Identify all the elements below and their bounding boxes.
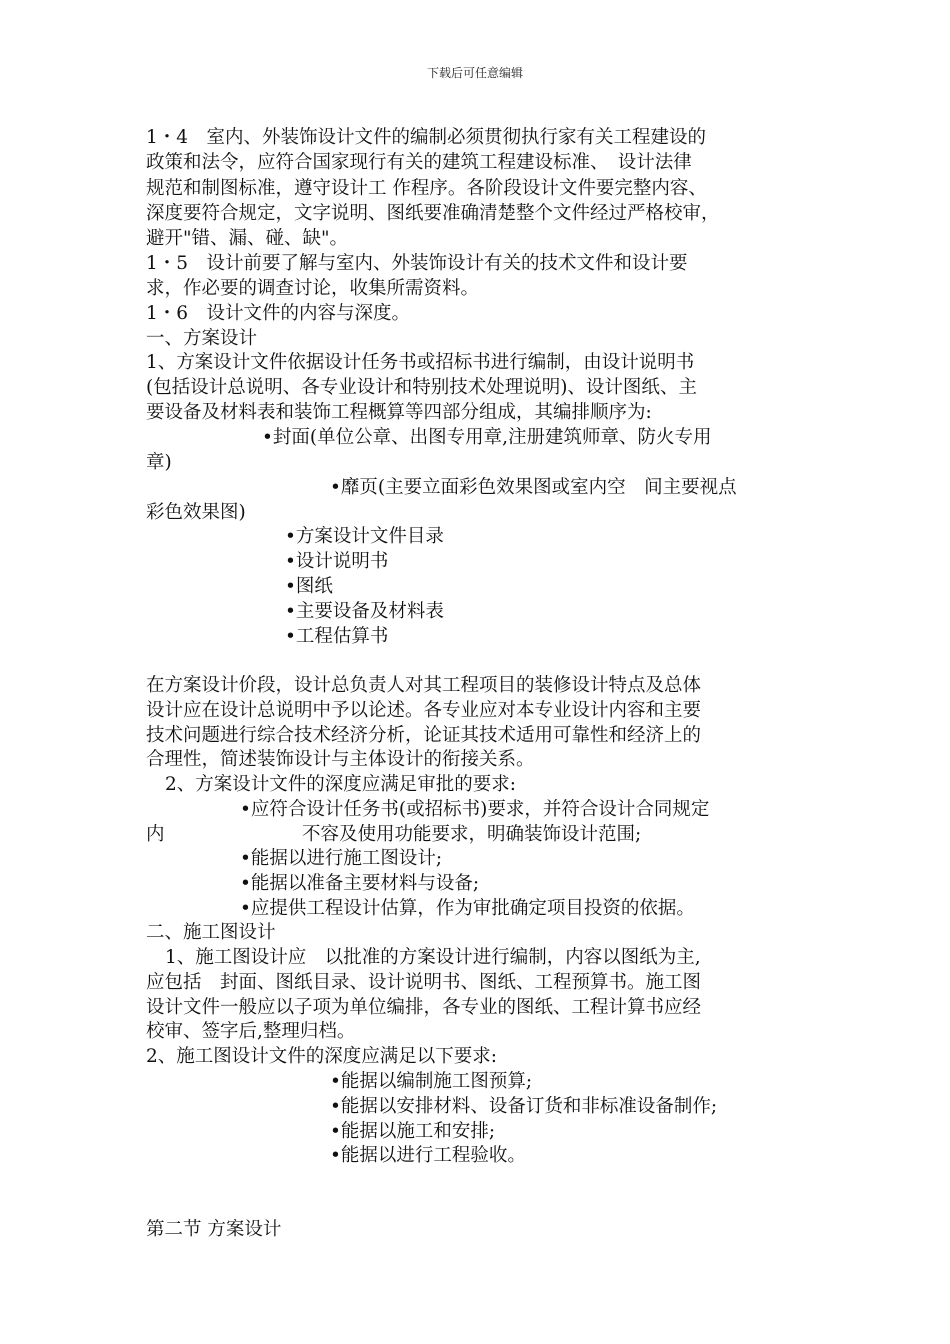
- section-heading-scheme: 第二节 方案设计: [146, 1219, 282, 1240]
- scheme-item-2: 2、方案设计文件的深度应满足审批的要求:: [165, 774, 517, 795]
- para-1-4-line-2: 政策和法令，应符合国家现行有关的建筑工程建设标准、 设计法律: [146, 152, 692, 173]
- bullet-cover: •封面(单位公章、出图专用章,注册建筑师章、防火专用: [262, 427, 712, 448]
- construction-item-1-line-1: 1、施工图设计应 以批准的方案设计进行编制，内容以图纸为主,: [165, 947, 701, 968]
- construction-item-1-line-2: 应包括 封面、图纸目录、设计说明书、图纸、工程预算书。施工图: [146, 972, 702, 993]
- para-1-4-line-5: 避开"错、漏、碰、缺"。: [146, 228, 349, 249]
- bullet-conform-cont-b: 不容及使用功能要求，明确装饰设计范围;: [302, 824, 642, 845]
- scheme-item-1-line-3: 要设备及材料表和装饰工程概算等四部分组成，其编排顺序为:: [146, 402, 652, 423]
- scheme-para-line-1: 在方案设计价段，设计总负责人对其工程项目的装修设计特点及总体: [146, 675, 702, 696]
- construction-item-2: 2、施工图设计文件的深度应满足以下要求:: [146, 1046, 498, 1067]
- bullet-materials: •能据以准备主要材料与设备;: [240, 873, 480, 894]
- scheme-item-1-line-2: (包括设计总说明、各专业设计和特别技术处理说明)、设计图纸、主: [146, 377, 697, 398]
- para-1-4-line-1: 1・4 室内、外装饰设计文件的编制必须贯彻执行家有关工程建设的: [146, 127, 707, 148]
- bullet-estimate: •工程估算书: [285, 626, 389, 647]
- bullet-frontispiece-cont: 彩色效果图): [146, 502, 246, 523]
- scheme-para-line-2: 设计应在设计总说明中予以论述。各专业应对本专业设计内容和主要: [146, 700, 702, 721]
- construction-item-1-line-3: 设计文件一般应以子项为单位编排，各专业的图纸、工程计算书应经: [146, 997, 702, 1018]
- bullet-construction: •能据以施工和安排;: [330, 1121, 496, 1142]
- scheme-para-line-4: 合理性，简述装饰设计与主体设计的衔接关系。: [146, 749, 535, 770]
- bullet-conform: •应符合设计任务书(或招标书)要求，并符合设计合同规定: [240, 799, 710, 820]
- construction-item-1-line-4: 校审、签字后,整理归档。: [146, 1021, 356, 1042]
- bullet-frontispiece: •靡页(主要立面彩色效果图或室内空 间主要视点: [330, 477, 737, 498]
- bullet-cover-cont: 章): [146, 452, 172, 473]
- para-1-4-line-4: 深度要符合规定，文字说明、图纸要准确清楚整个文件经过严格校审，: [146, 203, 720, 224]
- bullet-budget: •能据以编制施工图预算;: [330, 1071, 533, 1092]
- para-1-5-line-1: 1・5 设计前要了解与室内、外装饰设计有关的技术文件和设计要: [146, 253, 688, 274]
- bullet-description: •设计说明书: [285, 551, 389, 572]
- bullet-drawings: •图纸: [285, 576, 333, 597]
- scheme-item-1-line-1: 1、方案设计文件依据设计任务书或招标书进行编制，由设计说明书: [146, 352, 695, 373]
- bullet-acceptance: •能据以进行工程验收。: [330, 1145, 526, 1166]
- bullet-construction-drawing: •能据以进行施工图设计;: [240, 848, 443, 869]
- para-1-4-line-3: 规范和制图标准，遵守设计工 作程序。各阶段设计文件要完整内容、: [146, 178, 707, 199]
- bullet-equipment-list: •主要设备及材料表: [285, 601, 444, 622]
- para-1-5-line-2: 求，作必要的调查讨论，收集所需资料。: [146, 278, 480, 299]
- bullet-catalog: •方案设计文件目录: [285, 526, 444, 547]
- bullet-conform-cont-a: 内: [146, 824, 165, 845]
- heading-construction-design: 二、施工图设计: [146, 922, 276, 943]
- scheme-para-line-3: 技术问题进行综合技术经济分析，论证其技术适用可靠性和经济上的: [146, 725, 702, 746]
- page-header: 下载后可任意编辑: [426, 66, 523, 80]
- para-1-6: 1・6 设计文件的内容与深度。: [146, 303, 411, 324]
- bullet-ordering: •能据以安排材料、设备订货和非标准设备制作;: [330, 1096, 718, 1117]
- bullet-estimate-basis: •应提供工程设计估算，作为审批确定项目投资的依据。: [240, 898, 695, 919]
- heading-scheme-design: 一、方案设计: [146, 328, 258, 349]
